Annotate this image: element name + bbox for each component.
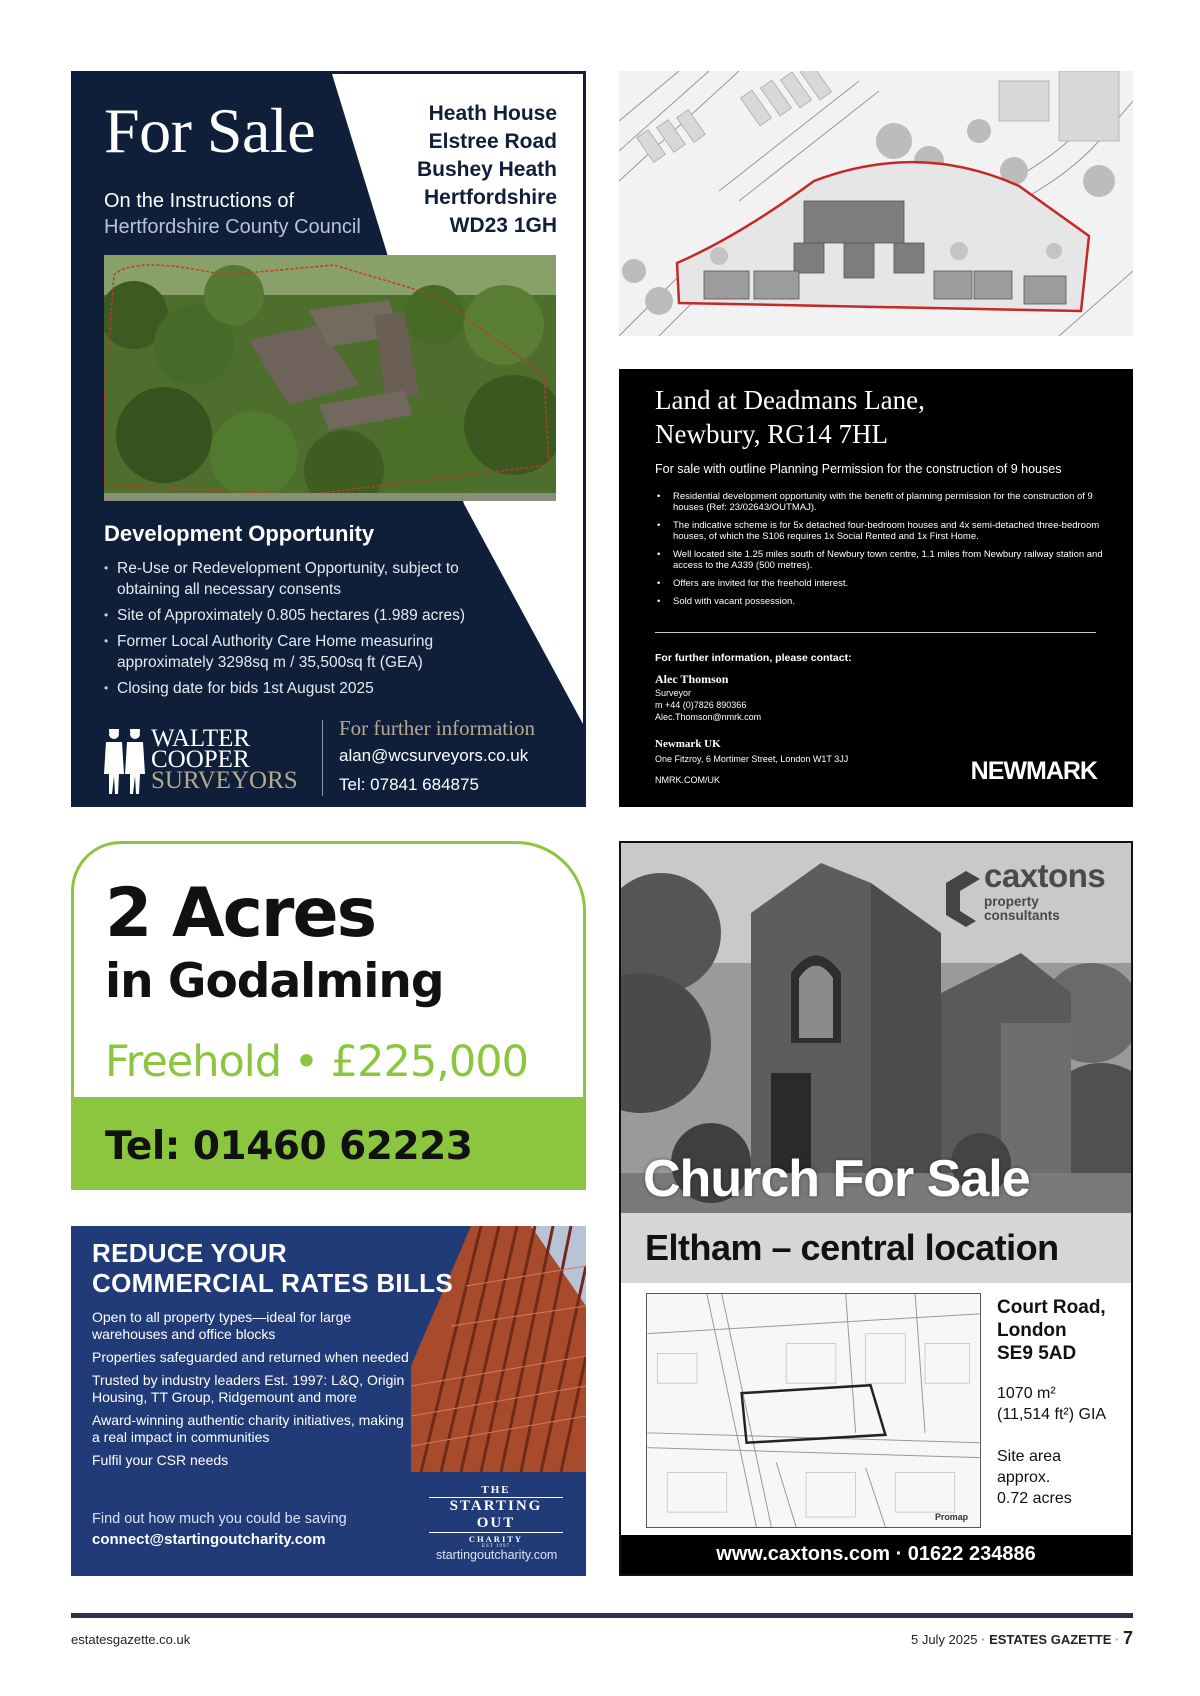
site-line: approx. [997,1469,1051,1486]
benefit-list [92,1309,412,1475]
separator-dot: · [981,1632,986,1647]
contact-footer[interactable]: www.caxtons.com · 01622 234886 [621,1535,1131,1574]
location-text: Eltham – central location [645,1227,1059,1268]
site-plan-image [619,71,1133,336]
title-line: Land at Deadmans Lane, [655,385,925,415]
heading-line: COMMERCIAL RATES BILLS [92,1268,453,1298]
contact-email[interactable]: Alec.Thomson@nmrk.com [655,712,762,722]
feature-item: • Closing date for bids 1st August 2025 [104,678,504,699]
footer-rule [71,1613,1133,1618]
title-line: Newbury, RG14 7HL [655,419,888,449]
charity-url[interactable]: startingoutcharity.com [436,1548,558,1562]
address-line: Hertfordshire [423,186,557,209]
further-info-label: For further information [339,716,535,740]
address-line: London [997,1320,1067,1341]
separator-dot: · [1115,1632,1120,1647]
divider [655,632,1096,633]
contact-email[interactable]: connect@startingoutcharity.com [92,1531,326,1548]
logo-line: · EST 1997 · [477,1544,515,1549]
listing-bullet: • The indicative scheme is for 5x detached four-bedroom houses and 4x semi-detached three-bedroom houses, of which the S106 requires 1x Social Rented and 1x First Home. [655,520,1105,542]
listing-title [655,383,925,451]
rates-heading [92,1238,453,1298]
logo-line: STARTING OUT [429,1497,563,1533]
benefit-item: Properties safeguarded and returned when needed [92,1349,409,1365]
address-line: Court Road, [997,1297,1106,1318]
property-address [997,1296,1106,1365]
site-line: 0.72 acres [997,1490,1072,1507]
site-line: Site area [997,1448,1062,1465]
issue-date: 5 July 2025 [910,1632,978,1647]
heading-line: REDUCE YOUR [92,1238,287,1268]
logo-line: CHARITY [468,1534,524,1544]
listing-bullet: • Sold with vacant possession. [655,596,1105,607]
church-headline: Church For Sale [643,1150,1030,1208]
divider [322,720,323,796]
listing-bullet: • Residential development opportunity with the benefit of planning permission for the construction of 9 houses (Ref: 23/02643/OUTMAJ). [655,491,1105,513]
feature-item: • Former Local Authority Care Home measuring approximately 3298sq m / 35,500sq ft (GEA) [104,631,504,673]
address-line: SE9 5AD [997,1343,1077,1364]
area-line: 1070 m² [997,1385,1056,1402]
location-headline: in Godalming [105,954,444,1009]
map-credit: Promap [934,1512,969,1523]
instructions-text [104,188,361,240]
contact-phone[interactable]: Tel: 01460 62223 [105,1124,473,1169]
site-plan-drawing [619,71,1133,336]
company-url[interactable]: NMRK.COM/UK [655,775,720,785]
council-name: Hertfordshire County Council [104,216,361,238]
publication-name: ESTATES GAZETTE [989,1632,1112,1647]
feature-item: • Site of Approximately 0.805 hectares (1.989 acres) [104,605,504,626]
listing-bullets [655,491,1105,614]
footer-site[interactable]: estatesgazette.co.uk [71,1632,191,1647]
caxtons-tagline [984,895,1060,923]
tagline-line: property [984,894,1039,909]
contact-phone[interactable]: Tel: 07841 684875 [339,775,479,794]
benefit-item: Fulfil your CSR needs [92,1452,229,1468]
starting-out-charity-logo [421,1484,571,1549]
tagline-line: consultants [984,908,1060,923]
find-out-text: Find out how much you could be saving [92,1511,347,1527]
contact-name: Alec Thomson [655,672,729,686]
floor-area [997,1383,1106,1425]
deadmans-lane-ad [619,369,1133,807]
contact-role: Surveyor [655,688,692,698]
walter-cooper-logo-text [151,725,298,794]
church-for-sale-ad [619,841,1133,1576]
address-line: Bushey Heath [416,158,557,181]
caxtons-logo: caxtons [984,857,1106,894]
development-opportunity-title: Development Opportunity [104,521,375,546]
acres-headline: 2 Acres [105,874,376,953]
newmark-logo: NEWMARK [970,757,1097,785]
address-line: WD23 1GH [449,214,557,237]
benefit-item: Trusted by industry leaders Est. 1997: L&Q, Origin Housing, TT Group, Ridgemount and more [92,1372,405,1405]
price-text: Freehold • £225,000 [105,1037,528,1087]
two-acres-ad [71,841,586,1190]
address-line: Heath House [428,102,557,125]
company-address: One Fitzroy, 6 Mortimer Street, London W1T 3JJ [655,754,849,764]
commercial-rates-ad [71,1226,586,1576]
listing-bullet: • Well located site 1.25 miles south of Newbury town centre, 1.1 miles from Newbury railway station and access to the A339 (500 metres). [655,549,1105,571]
logo-line: SURVEYORS [151,767,298,794]
location-map [646,1293,981,1528]
contact-phone[interactable]: m +44 (0)7826 890366 [655,700,747,710]
property-address [417,100,557,240]
page-number: 7 [1122,1628,1133,1648]
aerial-site-photo [104,255,556,501]
instructions-line: On the Instructions of [104,190,295,212]
heath-house-ad [71,71,586,807]
logo-line: WALTER [151,725,251,752]
feature-item: • Re-Use or Redevelopment Opportunity, subject to obtaining all necessary consents [104,558,504,600]
feature-list [104,558,504,704]
benefit-item: Open to all property types—ideal for large warehouses and office blocks [92,1309,352,1342]
area-line: (11,514 ft²) GIA [997,1406,1107,1423]
address-line: Elstree Road [428,130,557,153]
footer-issue-info [911,1628,1133,1649]
for-sale-headline: For Sale [104,95,316,166]
logo-line: COOPER [151,746,250,773]
listing-bullet: • Offers are invited for the freehold interest. [655,578,1105,589]
logo-line: THE [481,1484,511,1496]
listing-subtitle: For sale with outline Planning Permission for the construction of 9 houses [655,462,1062,476]
site-area [997,1446,1072,1509]
benefit-item: Award-winning authentic charity initiatives, making a real impact in communities [92,1412,404,1445]
company-name: Newmark UK [655,738,721,750]
contact-heading: For further information, please contact: [655,652,852,664]
contact-email[interactable]: alan@wcsurveyors.co.uk [339,746,529,765]
